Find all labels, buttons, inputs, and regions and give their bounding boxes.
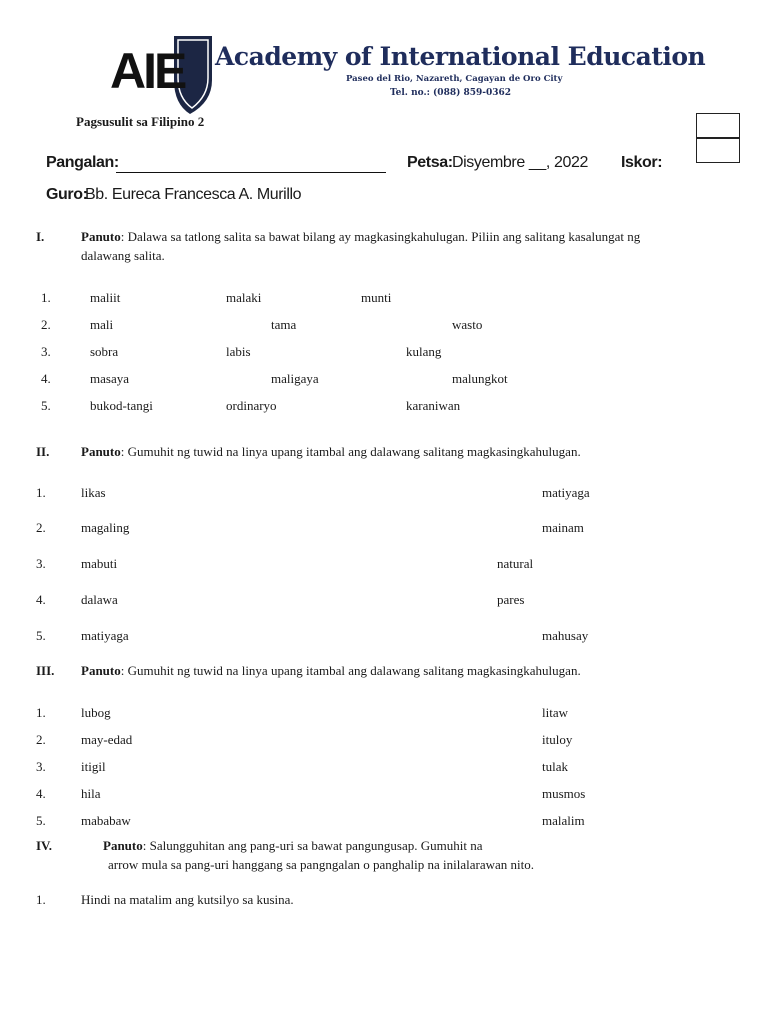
match-left-word[interactable]: matiyaga — [81, 628, 129, 643]
match-left-word[interactable]: mabuti — [81, 556, 118, 571]
name-label: Pangalan: — [46, 154, 119, 171]
section-numeral: II. — [36, 444, 50, 459]
date-label: Petsa: — [407, 154, 453, 171]
section-instruction-cont: arrow mula sa pang-uri hanggang sa pangngalan o panghalip na inilalarawan nito. — [108, 857, 534, 872]
item-word[interactable]: ordinaryo — [226, 398, 277, 413]
item-number: 1. — [36, 892, 46, 907]
section-instruction: Panuto: Dalawa sa tatlong salita sa bawat bilang ay magkasingkahulugan. Piliin ang salitang kasalungat ng — [81, 229, 641, 244]
sentence-item[interactable]: Hindi na matalim ang kutsilyo sa kusina. — [81, 892, 294, 907]
match-left-word[interactable]: magaling — [81, 520, 130, 535]
item-word[interactable]: masaya — [90, 371, 129, 386]
exam-title: Pagsusulit sa Filipino 2 — [76, 114, 205, 129]
match-left-word[interactable]: dalawa — [81, 592, 118, 607]
match-left-word[interactable]: hila — [81, 786, 101, 801]
item-word[interactable]: mali — [90, 317, 114, 332]
item-word[interactable]: malungkot — [452, 371, 508, 386]
item-number: 5. — [36, 813, 46, 828]
item-word[interactable]: tama — [271, 317, 297, 332]
item-number: 2. — [41, 317, 51, 332]
match-right-word[interactable]: pares — [497, 592, 525, 607]
item-word[interactable]: kulang — [406, 344, 442, 359]
item-word[interactable]: maliit — [90, 290, 121, 305]
name-field[interactable] — [116, 154, 386, 173]
match-left-word[interactable]: likas — [81, 485, 106, 500]
match-right-word[interactable]: musmos — [542, 786, 586, 801]
item-number: 2. — [36, 520, 46, 535]
match-right-word[interactable]: mainam — [542, 520, 584, 535]
item-number: 3. — [36, 759, 46, 774]
item-word[interactable]: munti — [361, 290, 392, 305]
match-left-word[interactable]: mababaw — [81, 813, 131, 828]
item-number: 3. — [36, 556, 46, 571]
item-number: 3. — [41, 344, 51, 359]
teacher-label: Guro: — [46, 186, 88, 203]
item-number: 5. — [41, 398, 51, 413]
item-word[interactable]: maligaya — [271, 371, 319, 386]
score-label: Iskor: — [621, 154, 663, 171]
match-left-word[interactable]: itigil — [81, 759, 106, 774]
item-number: 5. — [36, 628, 46, 643]
date-value: Disyembre __, 2022 — [452, 154, 588, 171]
match-right-word[interactable]: natural — [497, 556, 534, 571]
score-box-bottom[interactable] — [696, 138, 740, 163]
item-number: 4. — [41, 371, 51, 386]
item-word[interactable]: bukod-tangi — [90, 398, 153, 413]
item-number: 1. — [36, 705, 46, 720]
match-right-word[interactable]: mahusay — [542, 628, 589, 643]
school-logo-text: AIE — [110, 43, 185, 99]
score-box-top[interactable] — [696, 113, 740, 138]
item-number: 1. — [36, 485, 46, 500]
item-number: 1. — [41, 290, 51, 305]
match-right-word[interactable]: malalim — [542, 813, 585, 828]
item-number: 4. — [36, 786, 46, 801]
item-number: 4. — [36, 592, 46, 607]
match-right-word[interactable]: tulak — [542, 759, 568, 774]
item-word[interactable]: sobra — [90, 344, 119, 359]
item-word[interactable]: wasto — [452, 317, 483, 332]
school-telephone: Tel. no.: (088) 859-0362 — [390, 88, 512, 98]
section-instruction: Panuto: Gumuhit ng tuwid na linya upang itambal ang dalawang salitang magkasingkahulugan. — [81, 444, 581, 459]
match-right-word[interactable]: litaw — [542, 705, 568, 720]
match-left-word[interactable]: lubog — [81, 705, 111, 720]
section-instruction: Panuto: Gumuhit ng tuwid na linya upang itambal ang dalawang salitang magkasingkahulugan. — [81, 663, 581, 678]
match-right-word[interactable]: matiyaga — [542, 485, 590, 500]
school-name: Academy of International Education — [215, 42, 706, 71]
item-number: 2. — [36, 732, 46, 747]
match-left-word[interactable]: may-edad — [81, 732, 133, 747]
section-numeral: I. — [36, 229, 45, 244]
section-numeral: III. — [36, 663, 55, 678]
item-word[interactable]: karaniwan — [406, 398, 461, 413]
section-instruction: Panuto: Salungguhitan ang pang-uri sa bawat pangungusap. Gumuhit na — [103, 838, 483, 853]
teacher-value: Bb. Eureca Francesca A. Murillo — [85, 186, 302, 203]
match-right-word[interactable]: ituloy — [542, 732, 573, 747]
school-address: Paseo del Rio, Nazareth, Cagayan de Oro City — [346, 74, 563, 84]
section-instruction-cont: dalawang salita. — [81, 248, 165, 263]
item-word[interactable]: malaki — [226, 290, 262, 305]
section-numeral: IV. — [36, 838, 53, 853]
item-word[interactable]: labis — [226, 344, 251, 359]
